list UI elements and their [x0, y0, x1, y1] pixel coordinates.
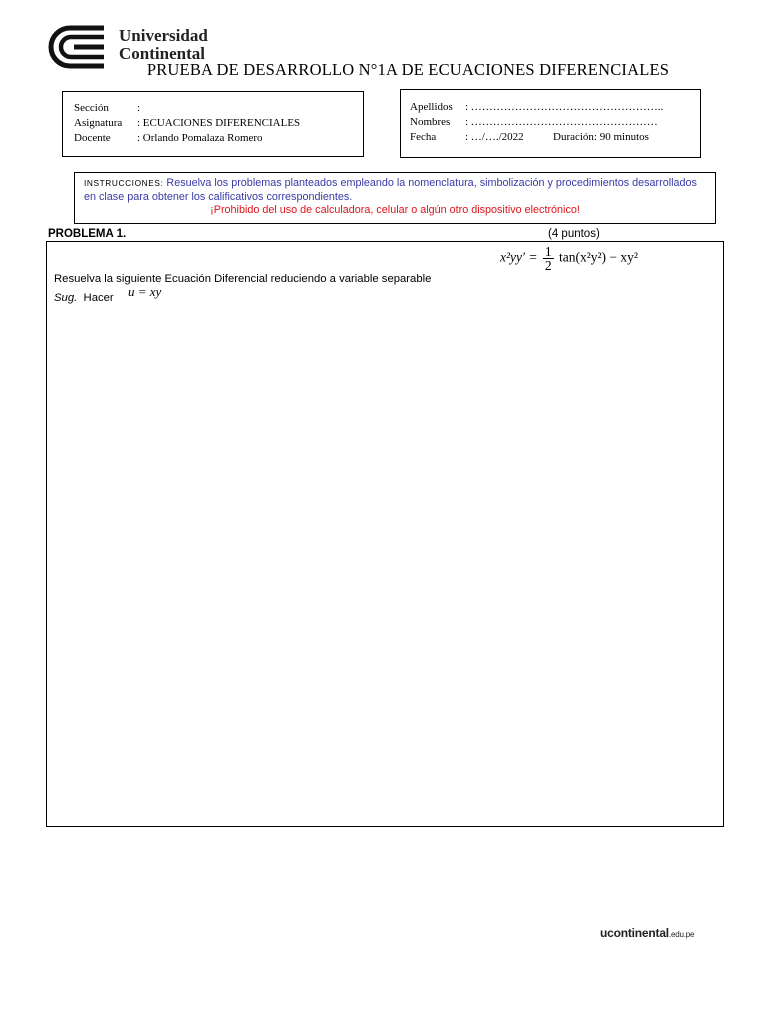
apellidos-label: Apellidos	[410, 101, 453, 113]
equation-fraction	[543, 245, 554, 272]
seccion-value: :	[137, 102, 141, 114]
footer-brand	[600, 926, 694, 940]
problem-title: PROBLEMA 1.	[48, 228, 127, 240]
problem-points: (4 puntos)	[548, 228, 600, 240]
asignatura-label: Asignatura	[74, 117, 123, 129]
fecha-field[interactable]: : …/…./2022	[465, 131, 524, 143]
seccion-label: Sección	[74, 102, 109, 114]
fecha-label: Fecha	[410, 131, 437, 143]
nombres-label: Nombres	[410, 116, 451, 128]
equation-rhs: tan(x²y²) − xy²	[558, 249, 638, 265]
instructions-warning: ¡Prohibido del uso de calculadora, celular o algún otro dispositivo electrónico!	[210, 204, 580, 216]
sug-text: Hacer	[83, 292, 114, 304]
student-info-box	[400, 89, 701, 158]
fraction-denominator: 2	[544, 258, 552, 273]
fraction-numerator: 1	[544, 244, 552, 259]
logo-line-2: Continental	[119, 44, 205, 63]
footer-domain: .edu.pe	[668, 930, 695, 939]
differential-equation	[500, 245, 638, 272]
exam-title: PRUEBA DE DESARROLLO N°1A DE ECUACIONES DIFERENCIALES	[146, 60, 670, 79]
duracion-text: Duración: 90 minutos	[553, 131, 649, 143]
footer-brand-name: ucontinental	[600, 926, 669, 940]
asignatura-value: : ECUACIONES DIFERENCIALES	[137, 117, 301, 129]
course-info-box	[62, 91, 364, 157]
problem-statement: Resuelva la siguiente Ecuación Diferencial reduciendo a variable separable	[54, 273, 432, 285]
logo-line-1: Universidad	[119, 26, 208, 45]
nombres-field[interactable]: : ……………………………………………	[465, 116, 658, 128]
apellidos-field[interactable]: : ……………………………………………..	[465, 101, 664, 113]
sug-label: Sug.	[54, 292, 78, 304]
instructions-text: Resuelva los problemas planteados empleando la nomenclatura, simbolización y procedimientos desarrollados en clase para obtener los calificativos correspondientes.	[84, 177, 697, 203]
instructions-label: INSTRUCCIONES:	[84, 178, 164, 188]
answer-area[interactable]	[46, 241, 724, 827]
docente-label: Docente	[74, 132, 111, 144]
university-name	[119, 27, 208, 63]
equation-lhs: x²yy′ =	[500, 249, 538, 265]
substitution: u = xy	[128, 284, 162, 299]
instructions-box	[74, 172, 716, 224]
docente-value: : Orlando Pomalaza Romero	[137, 132, 263, 144]
suggestion	[54, 292, 114, 304]
